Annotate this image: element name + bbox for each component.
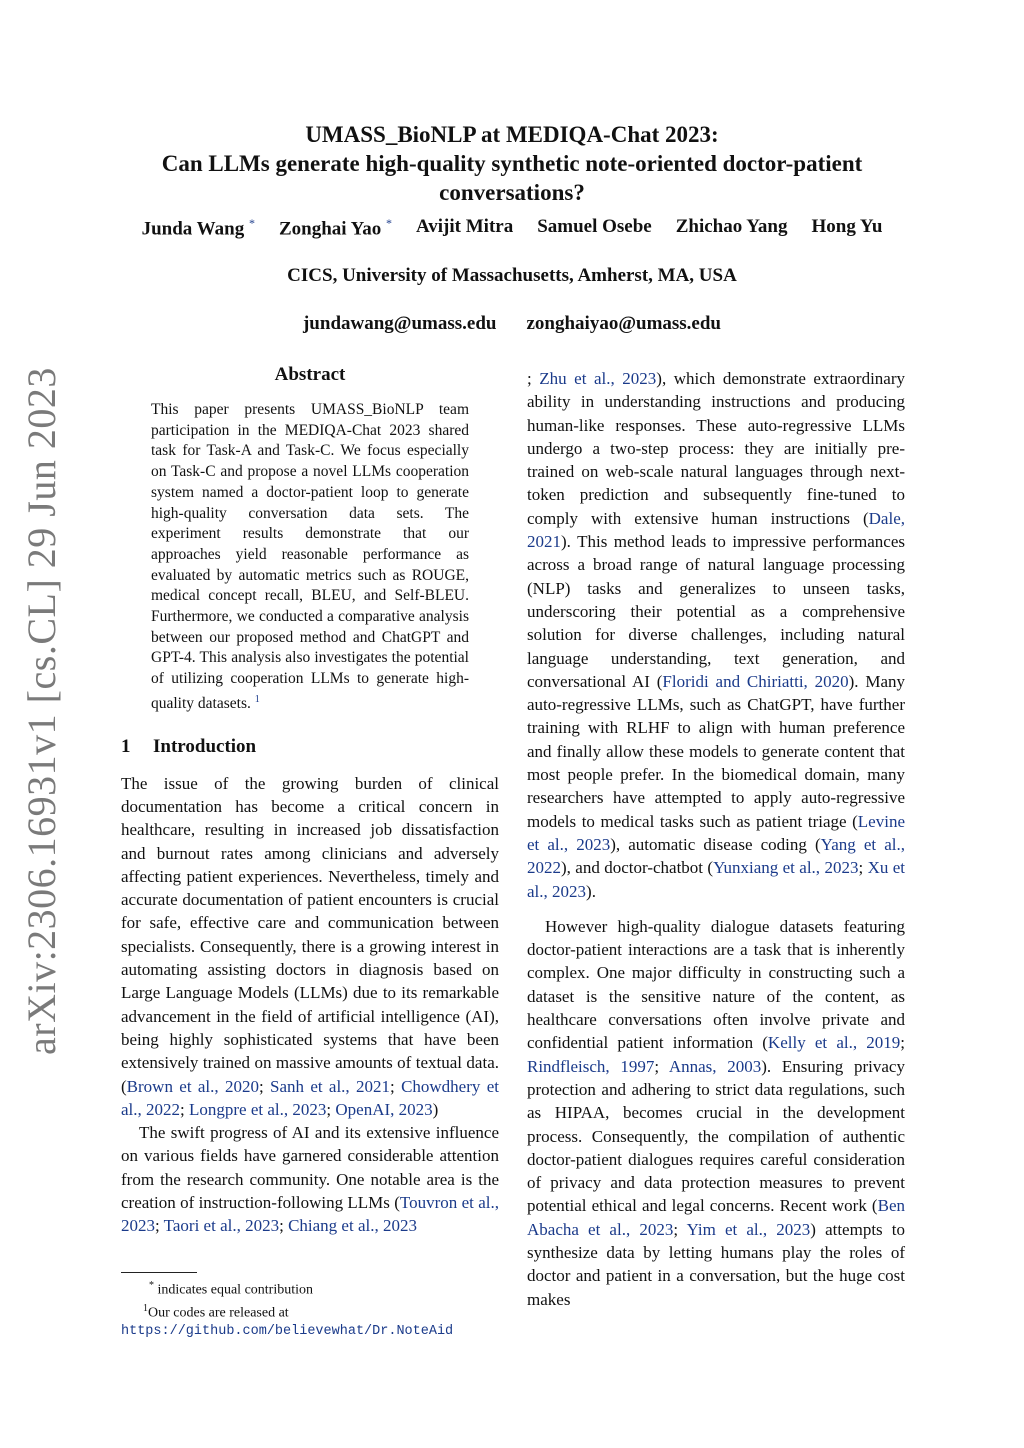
citation-link[interactable]: Chiang et al., 2023: [288, 1216, 417, 1236]
left-column: [121, 364, 499, 1238]
footnote-equal-contribution: * indicates equal contribution: [149, 1280, 314, 1298]
intro-paragraph-2-continued: ; Zhu et al., 2023), which demonstrate extraordinary ability in understanding instructions and producing human-like responses. These auto-regressive LLMs undergo a two-step process: they are initially pre-trained on web-scale natural languages through next-token prediction and subsequently fine-tuned to comply with extensive human instructions (Dale, 2021). This method leads to impressive performances across a broad range of natural language processing (NLP) tasks and generalizes to unseen tasks, underscoring their potential as a comprehensive solution for diverse challenges, including natural language understanding, text generation, and conversational AI (Floridi and Chiriatti, 2020). Many auto-regressive LLMs, such as ChatGPT, have further training with RLHF to align with human preference and finally allow these models to generate content that most people prefer. In the biomedical domain, many researchers have attempted to apply auto-regressive models to medical tasks such as patient triage (Levine et al., 2023), automatic disease coding (Yang et al., 2022), and doctor-chatbot (Yunxiang et al., 2023; Xu et al., 2023).: [527, 369, 906, 901]
citation-link[interactable]: Yunxiang et al., 2023: [713, 858, 859, 878]
title-line-3: conversations?: [439, 180, 585, 205]
right-column: [527, 367, 905, 1311]
citation-link[interactable]: Brown et al., 2020: [126, 1076, 259, 1096]
paper-title: [100, 120, 924, 207]
title-line-1: UMASS_BioNLP at MEDIQA-Chat 2023:: [305, 122, 719, 147]
abstract-body: This paper presents UMASS_BioNLP team participation in the MEDIQA-Chat 2023 shared task for Task-A and Task-C. We focus especially on Task-C and propose a novel LLMs cooperation system named a doctor-patient loop to generate high-quality conversation data sets. The experiment results demonstrate that our approaches yield reasonable performance as evaluated by automatic metrics such as ROUGE, medical concept recall, BLEU, and Self-BLEU. Furthermore, we conducted a comparative analysis between our proposed method and ChatGPT and GPT-4. This analysis also investigates the potential of utilizing cooperation LLMs to generate high-quality datasets. $^1$: [151, 401, 469, 712]
author: Samuel Osebe: [537, 216, 652, 237]
citation-link[interactable]: Xu et al., 2023: [527, 858, 906, 901]
footnote-rule: [121, 1272, 197, 1273]
code-url-link[interactable]: https://github.com/believewhat/Dr.NoteAid: [121, 1324, 454, 1340]
footnote-code-release: $^1$Our codes are released at https://github.com/believewhat/Dr.NoteAid: [121, 1302, 454, 1340]
section-heading-introduction: 1 Introduction: [121, 735, 257, 757]
citation-link[interactable]: Dale, 2021: [527, 508, 905, 552]
citation-link[interactable]: Floridi and Chiriatti, 2020: [662, 671, 849, 691]
citation-link[interactable]: Yang et al., 2022: [527, 834, 905, 878]
author: Zhichao Yang: [675, 216, 788, 237]
citation-link[interactable]: Annas, 2003: [668, 1056, 762, 1076]
citation-link[interactable]: Kelly et al., 2019: [767, 1033, 901, 1053]
citation-link[interactable]: Zhu et al., 2023: [539, 369, 657, 388]
footnote-ref[interactable]: 1: [254, 693, 260, 705]
author: Junda Wang *: [141, 216, 255, 240]
citation-link[interactable]: OpenAI, 2023: [335, 1099, 433, 1119]
author: Zonghai Yao *: [278, 216, 392, 240]
author: Hong Yu: [811, 216, 883, 237]
equal-contribution-mark: *: [385, 216, 392, 230]
equal-contribution-mark: *: [248, 216, 255, 230]
citation-link[interactable]: Sanh et al., 2021: [270, 1076, 391, 1096]
intro-paragraph-1: The issue of the growing burden of clinical documentation has become a critical concern in healthcare, resulting in increased job dissatisfaction and burnout rates among clinicians and adversely affecting patient experiences. Nevertheless, timely and accurate documentation of patient encounters is crucial for safe, effective care and communication between specialists. Consequently, there is a growing interest in automating assisting doctors in diagnosis based on Large Language Models (LLMs) due to its remarkable advancement in the field of artificial intelligence (AI), being highly sophisticated systems that have been extensively trained on massive amounts of textual data. (Brown et al., 2020; Sanh et al., 2021; Chowdhery et al., 2022; Longpre et al., 2023; OpenAI, 2023): [121, 773, 499, 1119]
citation-link[interactable]: Rindfleisch, 1997: [527, 1056, 655, 1076]
title-line-2: Can LLMs generate high-quality synthetic note-oriented doctor-patient: [161, 151, 863, 176]
citation-link[interactable]: Taori et al., 2023: [163, 1216, 280, 1236]
email: zonghaiyao@umass.edu: [526, 313, 722, 334]
citation-link[interactable]: Ben Abacha et al., 2023: [527, 1196, 905, 1239]
affiliation: CICS, University of Massachusetts, Amherst, MA, USA: [287, 265, 737, 286]
abstract-heading: Abstract: [274, 364, 346, 385]
email: jundawang@umass.edu: [302, 313, 497, 334]
citation-link[interactable]: Levine et al., 2023: [527, 811, 905, 854]
citation-link[interactable]: Yim et al., 2023: [686, 1219, 811, 1239]
citation-link[interactable]: Longpre et al., 2023: [189, 1099, 327, 1119]
author-list: [100, 216, 924, 240]
citation-link[interactable]: Chowdhery et al., 2022: [121, 1076, 499, 1119]
arxiv-identifier-stamp: arXiv:2306.16931v1 [cs.CL] 29 Jun 2023: [19, 367, 64, 1055]
intro-paragraph-2: The swift progress of AI and its extensive influence on various fields have garnered considerable attention from the research community. One notable area is the creation of instruction-following LLMs (Touvron et al., 2023; Taori et al., 2023; Chiang et al., 2023: [121, 1123, 499, 1236]
author: Avijit Mitra: [415, 216, 514, 237]
footnotes: [121, 1272, 501, 1341]
intro-paragraph-3: However high-quality dialogue datasets featuring doctor-patient interactions are a task that is inherently complex. One major difficulty in constructing such a dataset is the sensitive nature of the content, as healthcare conversations often involve private and confidential patient information (Kelly et al., 2019; Rindfleisch, 1997; Annas, 2003). Ensuring privacy protection and adhering to strict data regulations, such as HIPAA, becomes crucial in the development process. Consequently, the compilation of authentic doctor-patient dialogues requires careful consideration of privacy and data protection measures to prevent potential ethical and legal concerns. Recent work (Ben Abacha et al., 2023; Yim et al., 2023) attempts to synthesize data by letting humans play the roles of doctor and patient in a conversation, but the huge cost makes: [527, 916, 906, 1309]
email-list: [100, 313, 924, 335]
citation-link[interactable]: Touvron et al., 2023: [121, 1193, 499, 1236]
